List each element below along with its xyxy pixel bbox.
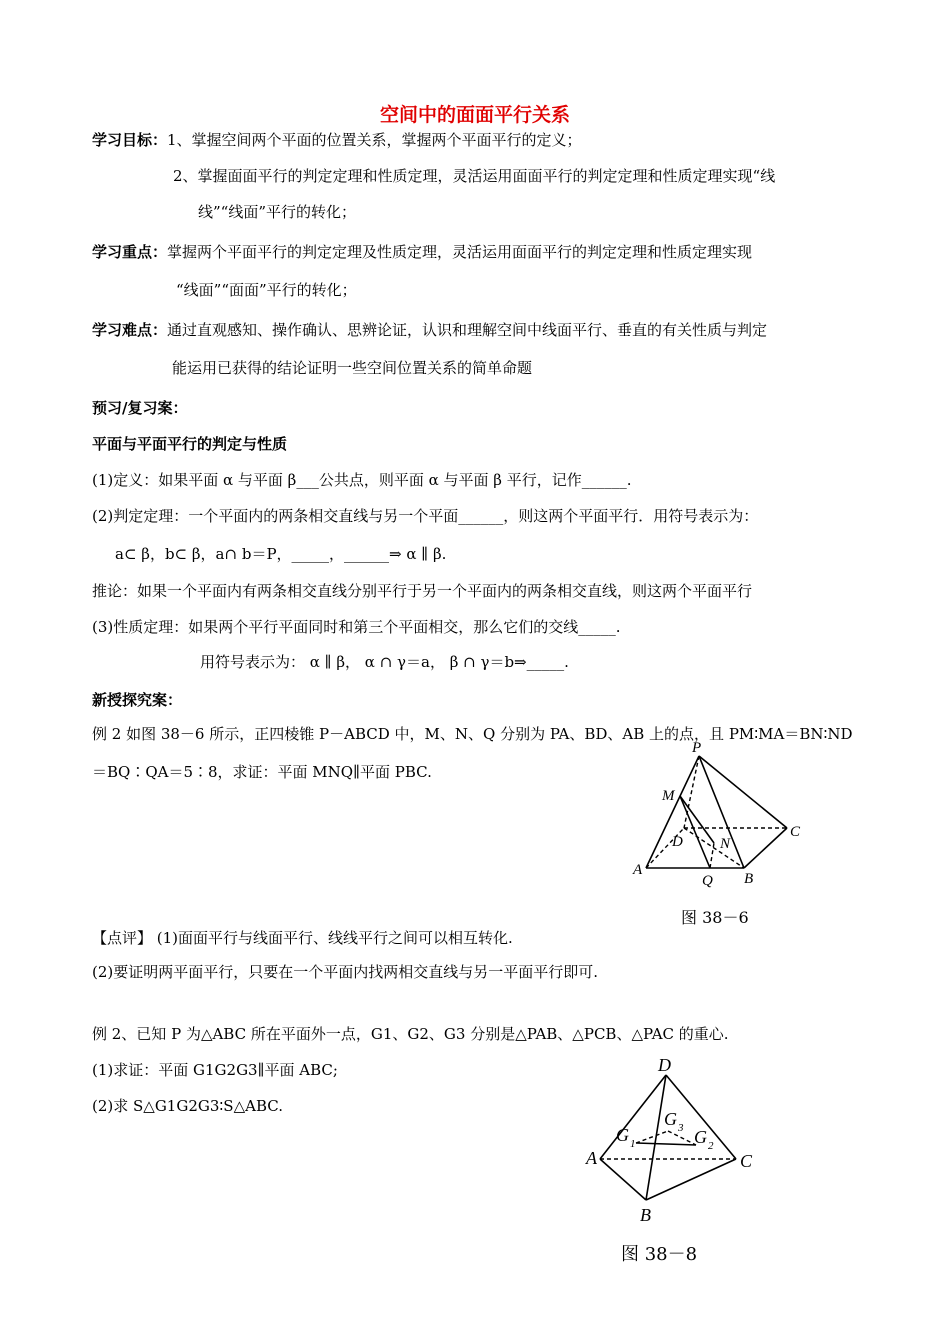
difficulties-text-1: 通过直观感知、操作确认、思辨论证，认识和理解空间中线面平行、垂直的有关性质与判定 [167, 321, 768, 339]
example-1-line-2: ＝BQ∶QA＝5∶8，求证：平面 MNQ∥平面 PBC. [92, 763, 432, 781]
diagonal-bd [684, 828, 744, 868]
figure-38-6-pyramid [620, 740, 820, 890]
example-1-line-1: 例 2 如图 38－6 所示，正四棱锥 P－ABCD 中，M、N、Q 分别为 PA、BD、AB 上的点，且 PM∶MA＝BN∶ND [92, 725, 853, 743]
label-c: C [790, 824, 801, 840]
comment-line-2: (2)要证明两平面平行，只要在一个平面内找两相交直线与另一平面平行即可. [92, 963, 599, 981]
example-2-line-2: (1)求证：平面 G1G2G3∥平面 ABC; [92, 1061, 338, 1079]
edge-pd [684, 756, 699, 828]
property-theorem-line: (3)性质定理：如果两个平行平面同时和第三个平面相交，那么它们的交线_____. [92, 618, 621, 636]
edge-pc [699, 756, 787, 828]
difficulties-line-1 [92, 320, 767, 340]
difficulties-label: 学习难点： [92, 321, 168, 339]
label-g1: G [616, 1125, 629, 1145]
label-p: P [692, 740, 702, 756]
preview-heading: 预习/复习案： [92, 399, 188, 417]
example-2-line-1: 例 2、已知 P 为△ABC 所在平面外一点，G1、G2、G3 分别是△PAB、△PCB、△PAC 的重心. [92, 1025, 729, 1043]
segment-qn [710, 843, 714, 868]
label-b: B [744, 871, 754, 887]
goals-line-3: 线”“线面”平行的转化； [198, 203, 357, 221]
goals-label: 学习目标： [92, 131, 168, 149]
label-g2-sub: 2 [708, 1140, 714, 1152]
edge-bc [744, 828, 787, 868]
label-g2: G [694, 1127, 707, 1147]
label-c: C [740, 1151, 753, 1171]
judge-symbols-line: a⊂ β，b⊂ β，a∩ b＝P，_____，______⇒ α ∥ β. [115, 545, 447, 563]
segment-g1g3 [636, 1131, 668, 1143]
label-a: A [633, 862, 643, 878]
example-2-line-3: (2)求 S△G1G2G3∶S△ABC. [92, 1097, 283, 1115]
definition-line: (1)定义：如果平面 α 与平面 β___公共点，则平面 α 与平面 β 平行，记作______. [92, 471, 632, 489]
label-n: N [720, 836, 731, 852]
label-g3: G [664, 1109, 677, 1129]
label-a: A [586, 1148, 597, 1168]
key-points-label: 学习重点： [92, 243, 168, 261]
goals-line-1 [92, 130, 582, 150]
label-d: D [672, 834, 683, 850]
figure-38-8-tetrahedron [580, 1055, 770, 1235]
label-g1-sub: 1 [630, 1138, 636, 1150]
comment-line-1: 【点评】 (1)面面平行与线面平行、线线平行之间可以相互转化. [92, 929, 513, 947]
label-g3-sub: 3 [678, 1122, 684, 1134]
label-b: B [640, 1205, 651, 1225]
segment-g1g2 [636, 1143, 696, 1145]
edge-bc [646, 1159, 736, 1200]
corollary-line: 推论：如果一个平面内有两条相交直线分别平行于另一个平面内的两条相交直线，则这两个平面平行 [92, 582, 753, 600]
figure-38-8-caption: 图 38－8 [621, 1244, 698, 1265]
label-q: Q [702, 873, 713, 889]
preview-subheading: 平面与平面平行的判定与性质 [92, 435, 288, 453]
label-m: M [662, 788, 675, 804]
page-title: 空间中的面面平行关系 [379, 104, 570, 126]
property-symbols-line: 用符号表示为： α ∥ β， α ∩ γ＝a， β ∩ γ＝b⇒_____. [200, 653, 569, 671]
figure-38-6-caption: 图 38－6 [681, 908, 749, 927]
label-d: D [658, 1055, 671, 1075]
new-lesson-heading: 新授探究案： [92, 691, 183, 709]
edge-ab [600, 1159, 646, 1200]
judge-theorem-line: (2)判定定理：一个平面内的两条相交直线与另一个平面______，则这两个平面平行．用符号表示为： [92, 507, 759, 525]
goals-text-1: 1、掌握空间两个平面的位置关系，掌握两个平面平行的定义； [167, 131, 582, 149]
key-points-line-1 [92, 242, 752, 262]
difficulties-line-2: 能运用已获得的结论证明一些空间位置关系的简单命题 [172, 359, 533, 377]
goals-line-2: 2、掌握面面平行的判定定理和性质定理，灵活运用面面平行的判定定理和性质定理实现“线 [173, 167, 776, 185]
key-points-line-2: “线面”“面面”平行的转化； [176, 281, 357, 299]
key-points-text-1: 掌握两个平面平行的判定定理及性质定理，灵活运用面面平行的判定定理和性质定理实现 [167, 243, 753, 261]
